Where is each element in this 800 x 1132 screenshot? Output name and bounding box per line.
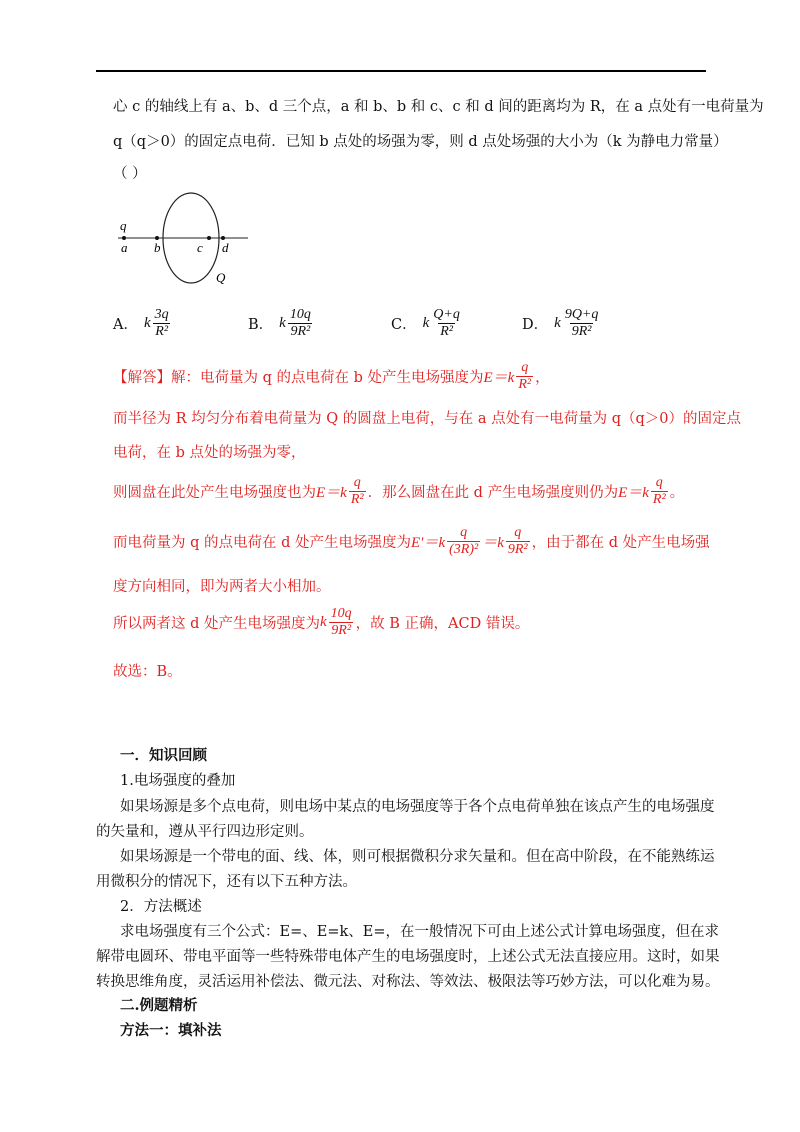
answer-p4-text2: ，由于都在 d 处产生电场强 [531,535,710,551]
answer-p3-f1-den: R² [350,492,364,507]
option-b-den: 9R² [290,324,311,339]
answer-p5-num: 10q [330,606,352,621]
answer-p5-text1: 所以两者这 d 处产生电场强度为 [113,616,320,632]
answer-p4-f1-num: q [460,525,468,540]
answer-p4-text1: 而电荷量为 q 的点电荷在 d 处产生电场强度为 [113,535,411,551]
review-p3-line2: 解带电圆环、带电平面等一些特殊带电体产生的电场强度时，上述公式无法直接应用。这时，如果 [96,949,720,965]
option-a-k: k [143,315,151,331]
answer-p3 [113,475,684,508]
subheading-superposition: 1.电场强度的叠加 [120,773,236,789]
option-b [248,307,315,340]
answer-p4 [113,525,710,558]
option-d-num: 9Q+q [564,307,599,322]
answer-p4-line2: 度方向相同，即为两者大小相加。 [113,579,331,595]
section-heading-examples: 二.例题精析 [120,997,198,1014]
charge-disk-figure [112,188,262,288]
label-d: d [222,240,229,255]
section-heading-method-one: 方法一：填补法 [120,1022,222,1039]
answer-p4-f2-lhs: ＝k [482,535,504,551]
answer-p4-f1-lhs: E′＝k [411,535,446,551]
answer-p1-text: 解：电荷量为 q 的点电荷在 b 处产生电场强度为 [171,370,484,386]
answer-p3-text1: 则圆盘在此处产生电场强度也为 [113,485,316,501]
option-c-num: Q+q [433,307,460,322]
review-p1-line1: 如果场源是多个点电荷，则电场中某点的电场强度等于各个点电荷单独在该点产生的电场强度 [120,799,715,815]
option-c-k: k [422,315,430,331]
review-p2-line1: 如果场源是一个带电的面、线、体，则可根据微积分求矢量和。但在高中阶段，在不能熟练运 [120,849,715,865]
answer-p1-num: q [521,360,529,375]
answer-p2-line1: 而半径为 R 均匀分布着电荷量为 Q 的圆盘上电荷，与在 a 点处有一电荷量为 q（q＞0）的固定点 [113,411,741,427]
answer-p3-tail: 。 [669,485,685,501]
answer-p3-f2-den: R² [652,492,666,507]
answer-p5-den: 9R² [331,623,352,638]
answer-conclusion: 故选：B。 [113,664,182,680]
answer-p4-f2-den: 9R² [507,542,528,557]
answer-p1 [113,360,550,393]
review-p2-line2: 用微积分的情况下，还有以下五种方法。 [96,874,357,890]
option-d [522,307,602,340]
label-Q: Q [216,270,226,285]
answer-p5-lhs: k [320,614,327,630]
answer-tag: 【解答】 [113,370,171,386]
question-line-3: （ ） [113,166,147,182]
label-a: a [121,240,128,255]
header-rule [96,70,706,72]
answer-p5-text2: ，故 B 正确，ACD 错误。 [355,616,530,632]
label-c: c [197,240,203,255]
answer-p3-f1-num: q [353,475,361,490]
review-p3-line3: 转换思维角度，灵活运用补偿法、微元法、对称法、等效法、极限法等巧妙方法，可以化难为易。 [96,974,720,990]
option-c [391,307,464,340]
answer-p4-f2-num: q [514,525,522,540]
question-line-1: 心 c 的轴线上有 a、b、d 三个点，a 和 b、b 和 c、c 和 d 间的距离均为 R，在 a 点处有一电荷量为 [113,99,764,115]
answer-p4-f1-den: (3R)² [449,542,479,557]
answer-p1-lhs: E＝k [483,370,515,386]
answer-p5 [113,606,529,639]
option-a [113,307,173,340]
review-p3-line1: 求电场强度有三个公式：E=、E=k、E=，在一般情况下可由上述公式计算电场强度，但在求 [120,924,719,940]
option-c-den: R² [440,324,453,339]
option-d-letter: D． [522,317,549,333]
option-c-letter: C． [391,317,417,333]
option-b-k: k [279,315,286,331]
answer-p3-f2-num: q [655,475,663,490]
answer-p3-text2: ．那么圆盘在此 d 产生电场强度则仍为 [367,485,619,501]
answer-p3-f2-lhs: E＝k [618,485,649,501]
answer-p1-den: R² [518,377,532,392]
point-c [207,236,211,240]
option-a-den: R² [155,324,169,339]
option-a-letter: A． [113,317,138,333]
question-line-2: q（q＞0）的固定点电荷．已知 b 点处的场强为零，则 d 点处场强的大小为（k 为静电力常量） [113,134,728,150]
answer-p1-tail: ， [535,370,550,386]
option-b-num: 10q [289,307,311,322]
option-d-den: 9R² [571,324,592,339]
answer-p3-f1-lhs: E＝k [316,485,347,501]
section-heading-review: 一．知识回顾 [120,747,207,764]
review-p1-line2: 的矢量和，遵从平行四边形定则。 [96,824,314,840]
option-b-letter: B． [248,317,274,333]
label-b: b [154,240,161,255]
option-d-k: k [554,315,561,331]
label-q: q [120,218,127,233]
answer-p2-line2: 电荷，在 b 点处的场强为零， [113,445,306,461]
option-a-num: 3q [154,307,169,322]
subheading-method-overview: 2．方法概述 [120,899,202,915]
